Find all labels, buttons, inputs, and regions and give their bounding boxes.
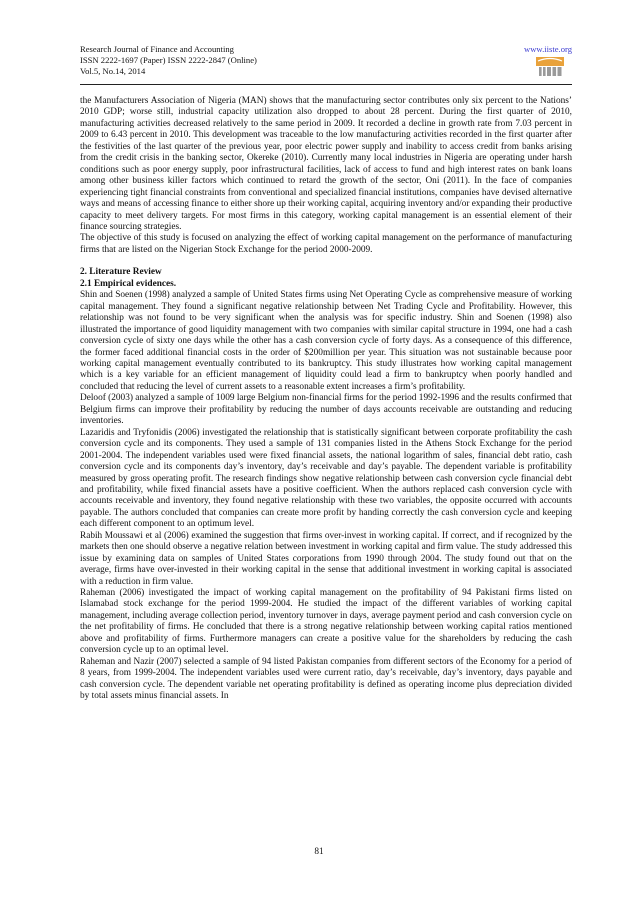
review-paragraph: Rabih Moussawi et al (2006) examined the suggestion that firms over-invest in working capital. If correct, and if recognized by the markets then one should observe a negative relation between investment in working capital and firm value. The study addressed this issue by examining data on samples of United States corporations from 1990 through 2004. The study found out that on the average, firms have over-invested in their working capital in the sense that additional investment in working capital is associated with a reduction in firm value. (80, 530, 572, 587)
subsection-heading: 2.1 Empirical evidences. (80, 278, 177, 289)
review-paragraph: Lazaridis and Tryfonidis (2006) investigated the relationship that is statistically significant between corporate profitability the cash conversion cycle and its components. They used a sample of 131 companies listed in the Athens Stock Exchange for the period 2001-2004. The independent variables used were fixed financial assets, the national logarithm of sales, financial debt ratio, cash conversion cycle and its components day’s inventory, day’s receivable and day’s payable. The dependent variable is profitability measured by gross operating profit. The research findings show negative relationship between cash conversion cycle financial debt and profitability, while fixed financial assets have a positive coefficient. When the authors replaced cash conversion cycle with accounts receivable and inventory, they found negative relationship with these two variables, the opposite occurred with accounts payable. The authors concluded that companies can create more profit by handing correctly the cash conversion cycle and keeping each different component to an optimum level. (80, 427, 572, 530)
review-paragraph: Shin and Soenen (1998) analyzed a sample of United States firms using Net Operating Cycle as comprehensive measure of working capital management. They found a significant negative relationship between Net Trading Cycle and Profitability. However, this relationship was not found to be very significant when the analysis was for specific industry. Shin and Soenen (1998) also illustrated the importance of good liquidity management with two companies with similar capital structure in 1994, one had a cash conversion cycle of sixty one days while the other has a cash conversion cycle of forty days. As a consequence of this difference, the former faced additional financial costs in the order of $200million per year. This situation was not sustainable because poor working capital management eventually contributed to its bankruptcy. This study illustrates how working capital management which is a key variable for an efficient management of liquidity could lead a firm to bankruptcy when poorly handled and concluded that reducing the level of current assets to a reasonable extent increases a firm’s profitability. (80, 290, 572, 392)
body-paragraph: the Manufacturers Association of Nigeria (MAN) shows that the manufacturing sector contributes only six percent to the Nations’ 2010 GDP; worse still, industrial capacity utilization also dropped to about 28 percent. During the first quarter of 2010, manufacturing activities decreased relatively to the same period in 2009. It recorded a decline in growth rate from 7.03 percent in 2009 to 6.43 percent in 2010. This development was traceable to the low manufacturing activities recorded in the first quarter after the festivities of the last quarter of the previous year, poor electric power supply and inability to access credit from banks arising from the credit crisis in the banking sector, Okereke (2010). Currently many local industries in Nigeria are operating under harsh conditions such as poor energy supply, poor infrastructural facilities, lack of access to fund and high interest rates on bank loans among other business killer factors which continued to retard the growth of the sector, Oni (2011). In the face of companies experiencing tight financial constraints from conventional and specialized financial institutions, companies have devised alternative ways and means of accessing finance to either shore up their working capital, acquiring inventory and/or expanding their productive capacity to meet delivery targets. For most firms in this category, working capital management is an essential element of their finance sourcing strategies. (80, 96, 572, 232)
iiste-logo-icon (536, 57, 564, 77)
article-body (80, 96, 572, 703)
review-paragraph: Deloof (2003) analyzed a sample of 1009 large Belgium non-financial firms for the period 1992-1996 and the results confirmed that Belgium firms can improve their profitability by reducing the number of days accounts receivable are outstanding and reducing inventories. (80, 393, 572, 427)
journal-issn: ISSN 2222-1697 (Paper) ISSN 2222-2847 (Online) (80, 55, 257, 66)
journal-header (80, 44, 410, 78)
paragraph-gap (80, 256, 572, 267)
header-rule (80, 84, 572, 85)
section-heading: 2. Literature Review (80, 267, 162, 278)
page-number: 81 (314, 847, 324, 857)
journal-volume: Vol.5, No.14, 2014 (80, 66, 146, 77)
review-paragraph: Raheman (2006) investigated the impact of working capital management on the profitability of 94 Pakistani firms listed on Islamabad stock exchange for the period 1999-2004. He studied the impact of the different variables of working capital management, including average collection period, inventory turnover in days, average payment period and cash conversion cycle on the net profitability of firms. He concluded that there is a strong negative relationship between working capital ratios mentioned above and profitability of firms. Furthermore managers can create a positive value for the shareholders by reducing the cash conversion cycle up to an optimal level. (80, 588, 572, 656)
body-paragraph: The objective of this study is focused on analyzing the effect of working capital management on the performance of manufacturing firms that are listed on the Nigerian Stock Exchange for the period 2000-2009. (80, 233, 572, 255)
journal-website-link[interactable]: www.iiste.org (524, 44, 572, 54)
review-paragraph: Raheman and Nazir (2007) selected a sample of 94 listed Pakistan companies from different sectors of the Economy for a period of 8 years, from 1999-2004. The independent variables used were current ratio, day’s receivable, day’s inventory, days payable and cash conversion cycle. The dependent variable net operating profitability is defined as operating income plus depreciation divided by total assets minus financial assets. In (80, 656, 572, 702)
journal-title: Research Journal of Finance and Accounting (80, 44, 234, 54)
